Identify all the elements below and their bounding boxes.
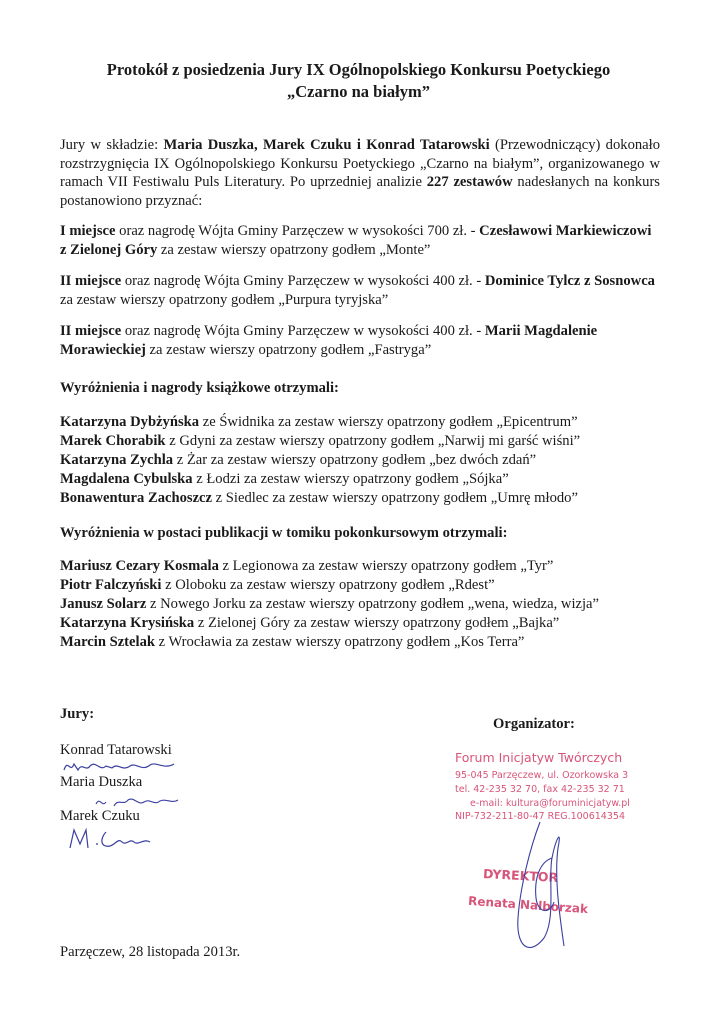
document-title: Protokół z posiedzenia Jury IX Ogólnopolskiego Konkursu Poetyckiego (106, 60, 611, 79)
prize-motto: za zestaw wierszy opatrzony godłem „Purpura tyryjska” (60, 291, 389, 308)
honor-item (60, 433, 580, 450)
jury-label-text: Jury: (60, 706, 95, 722)
publication-item (60, 596, 599, 613)
signature-tatarowski (60, 756, 180, 778)
awardee-details: z Oloboku za zestaw wierszy opatrzony godłem „Rdest” (161, 577, 495, 593)
prize-place: II miejsce (60, 273, 122, 289)
director-signature (500, 818, 590, 958)
prize-second-b (60, 322, 660, 359)
jurors-names: Maria Duszka, Marek Czuku i Konrad Tatarowski (163, 137, 490, 153)
jury-member-name: Maria Duszka (60, 774, 143, 790)
awardee-name: Katarzyna Krysińska (60, 615, 195, 631)
honors-heading (60, 380, 339, 397)
intro-paragraph (60, 136, 660, 210)
prize-winner: Czesławowi Markiewiczowi z Zielonej Góry (60, 223, 652, 258)
awardee-details: z Legionowa za zestaw wierszy opatrzony godłem „Tyr” (218, 558, 554, 574)
awardee-name: Mariusz Cezary Kosmala (60, 558, 219, 574)
awardee-name: Marcin Sztelak (60, 634, 155, 650)
intro-text-end: nadesłanych na konkurs postanowiono przyznać: (60, 174, 660, 209)
prize-winner: Dominice Tylcz z Sosnowca (484, 273, 655, 289)
stamp-organization-name: Forum Inicjatyw Twórczych (455, 750, 623, 765)
publication-heading (60, 525, 507, 542)
stamp-ids: NIP-732-211-80-47 REG.100614354 (455, 811, 625, 822)
organizer-label-text: Organizator: (493, 716, 575, 732)
intro-text-middle: (Przewodniczący) dokonało rozstrzygnięcia IX Ogólnopolskiego Konkursu Poetyckiego „Czarno na białym”, organizowanego w ramach VII Festiwalu Puls Literatury. Po uprzedniej analizie (60, 137, 660, 190)
prize-motto: za zestaw wierszy opatrzony godłem „Fastryga” (145, 341, 432, 358)
stamp-person: Renata Nalborzak (467, 893, 589, 917)
prize-place: I miejsce (60, 223, 116, 239)
prize-second (60, 272, 660, 309)
jury-member-name: Konrad Tatarowski (60, 742, 172, 758)
honor-item (60, 414, 578, 431)
place-and-date: Parzęczew, 28 listopada 2013r. (60, 944, 241, 960)
honoree-name: Marek Chorabik (60, 433, 166, 449)
awardee-details: z Nowego Jorku za zestaw wierszy opatrzony godłem „wena, wiedza, wizja” (146, 596, 599, 612)
prize-description: oraz nagrodę Wójta Gminy Parzęczew w wysokości 700 zł. - (115, 223, 480, 239)
publication-item (60, 615, 559, 632)
awardee-details: z Wrocławia za zestaw wierszy opatrzony godłem „Kos Terra” (154, 634, 525, 650)
awardee-name: Piotr Falczyński (60, 577, 162, 593)
jury-member-name: Marek Czuku (60, 808, 140, 824)
jury-label (60, 706, 94, 723)
honoree-details: z Łodzi za zestaw wierszy opatrzony godłem „Sójka” (192, 471, 509, 487)
prize-description: oraz nagrodę Wójta Gminy Parzęczew w wysokości 400 zł. - (121, 273, 485, 289)
honoree-details: z Siedlec za zestaw wierszy opatrzony godłem „Umrę młodo” (212, 490, 578, 506)
honoree-name: Bonawentura Zachoszcz (60, 490, 213, 506)
honors-heading-text: Wyróżnienia i nagrody książkowe otrzymali: (60, 380, 339, 396)
document-subtitle: „Czarno na białym” (286, 82, 430, 101)
honoree-name: Magdalena Cybulska (60, 471, 193, 487)
honoree-name: Katarzyna Dybżyńska (60, 414, 200, 430)
prize-description: oraz nagrodę Wójta Gminy Parzęczew w wysokości 400 zł. - (121, 323, 485, 339)
prize-first (60, 222, 660, 259)
honor-item (60, 490, 578, 507)
awardee-name: Janusz Solarz (60, 596, 147, 612)
honor-item (60, 471, 509, 488)
stamp-email: e-mail: kultura@foruminicjatyw.pl (470, 798, 630, 809)
publication-item (60, 558, 553, 575)
honoree-details: ze Świdnika za zestaw wierszy opatrzony godłem „Epicentrum” (199, 414, 578, 430)
honoree-details: z Gdyni za zestaw wierszy opatrzony godłem „Narwij mi garść wiśni” (165, 433, 581, 449)
honoree-name: Katarzyna Zychla (60, 452, 174, 468)
signature-duszka (90, 792, 190, 812)
publication-item (60, 634, 524, 651)
submission-count: 227 zestawów (426, 174, 513, 190)
stamp-role: DYREKTOR (482, 866, 559, 885)
publication-item (60, 577, 495, 594)
organizer-label (493, 716, 575, 733)
awardee-details: z Zielonej Góry za zestaw wierszy opatrzony godłem „Bajka” (194, 615, 560, 631)
stamp-address: 95-045 Parzęczew, ul. Ozorkowska 3 (455, 770, 629, 781)
honor-item (60, 452, 536, 469)
publication-heading-text: Wyróżnienia w postaci publikacji w tomiku pokonkursowym otrzymali: (60, 525, 508, 541)
prize-winner: Marii Magdalenie Morawieckiej (60, 323, 598, 358)
intro-text-start: Jury w składzie: (60, 137, 164, 153)
honoree-details: z Żar za zestaw wierszy opatrzony godłem „bez dwóch zdań” (173, 452, 537, 468)
stamp-phone: tel. 42-235 32 70, fax 42-235 32 71 (455, 784, 625, 795)
signature-czuku (66, 826, 156, 852)
prize-place: II miejsce (60, 323, 122, 339)
prize-motto: za zestaw wierszy opatrzony godłem „Monte” (157, 241, 431, 258)
